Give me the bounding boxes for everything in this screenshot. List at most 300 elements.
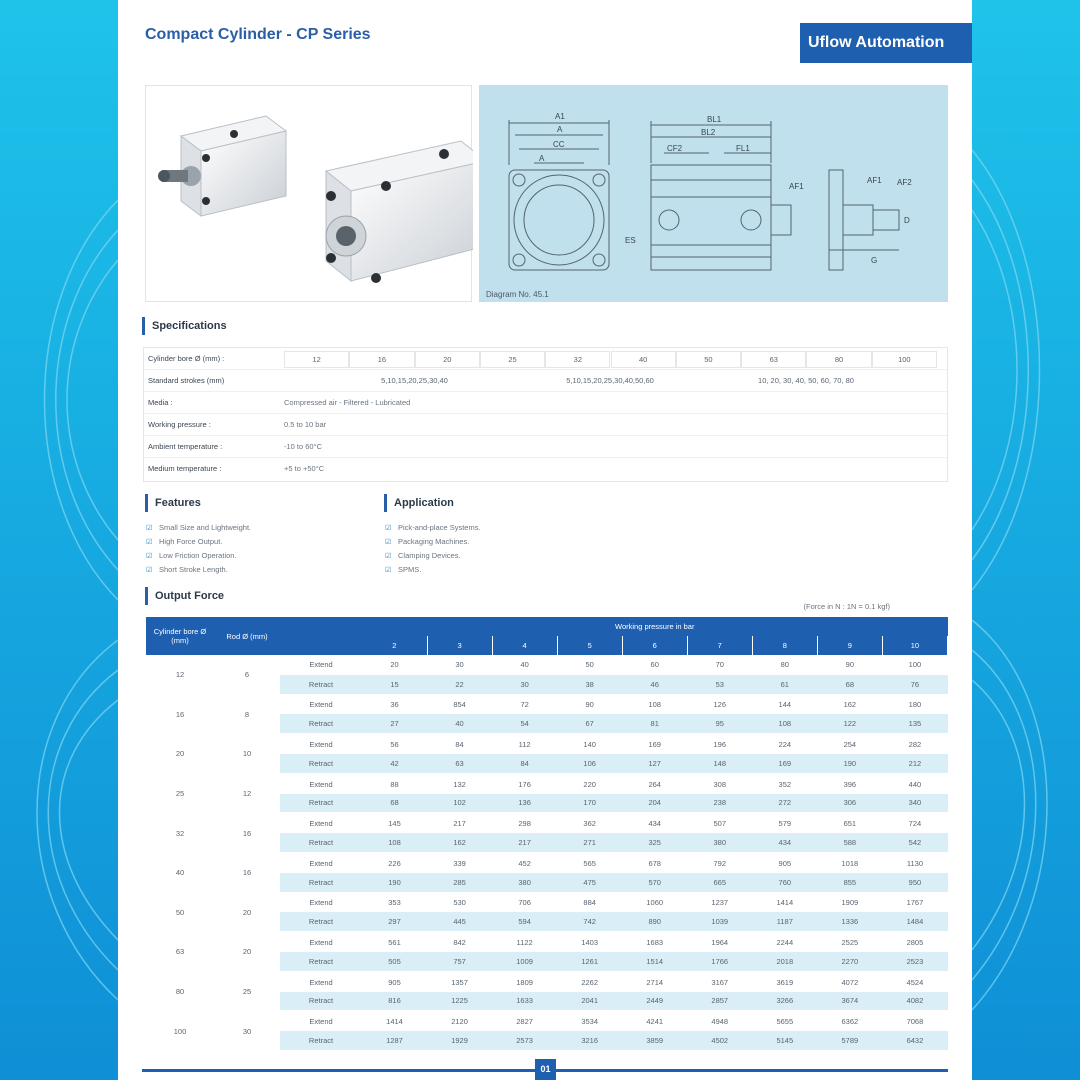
force-value: 507	[713, 819, 727, 829]
retract-label: Retract	[280, 714, 362, 734]
list-item-text: Packaging Machines.	[398, 537, 470, 546]
force-value: 204	[622, 794, 687, 814]
force-value: 190	[817, 754, 882, 774]
spec-row-working-pressure	[144, 414, 947, 436]
output-force-table	[146, 617, 948, 1052]
checkbox-icon: ☑	[146, 525, 153, 532]
force-value: 542	[882, 833, 947, 853]
force-value: 2041	[557, 992, 622, 1012]
force-value: 68	[362, 794, 427, 814]
bore-cell: 40	[611, 351, 676, 368]
force-value: 40	[520, 660, 529, 670]
force-value: 757	[427, 952, 492, 972]
catalog-page	[118, 0, 972, 1080]
force-value: 570	[622, 873, 687, 893]
retract-label: Retract	[280, 754, 362, 774]
list-item	[146, 563, 251, 577]
force-value: 1683	[646, 938, 664, 948]
diagram-caption: Diagram No. 45.1	[486, 290, 549, 299]
list-item	[146, 521, 251, 535]
bore-cell: 80	[146, 972, 214, 1012]
force-value: 212	[882, 754, 947, 774]
force-value: 122	[817, 714, 882, 734]
list-item-text: Small Size and Lightweight.	[159, 523, 252, 532]
table-row	[146, 655, 948, 675]
stroke-group: 10, 20, 30, 40, 50, 60, 70, 80	[758, 376, 854, 385]
table-row	[146, 972, 948, 992]
bore-cell: 100	[872, 351, 937, 368]
force-value: 5655	[776, 1017, 794, 1027]
force-value: 1964	[711, 938, 729, 948]
force-value: 792	[713, 858, 727, 868]
force-value: 100	[908, 660, 922, 670]
spec-value: +5 to +50°C	[284, 464, 325, 473]
force-value: 136	[492, 794, 557, 814]
force-value: 530	[453, 898, 466, 908]
force-value: 475	[557, 873, 622, 893]
force-value: 651	[843, 819, 857, 829]
dim-label: CC	[553, 140, 565, 149]
extend-label: Extend	[309, 779, 333, 789]
extend-label: Extend	[309, 977, 333, 987]
list-item	[385, 563, 481, 577]
force-value: 339	[453, 858, 466, 868]
rod-cell: 10	[214, 734, 280, 774]
force-value: 22	[427, 675, 492, 695]
table-row	[146, 695, 948, 715]
force-value: 61	[752, 675, 817, 695]
extend-label: Extend	[309, 819, 333, 829]
bore-cell: 20	[146, 734, 214, 774]
spec-value: Compressed air - Filtered - Lubricated	[284, 398, 411, 407]
dimension-diagram	[479, 85, 948, 302]
force-value: 4948	[711, 1017, 729, 1027]
force-value: 7068	[906, 1017, 924, 1027]
col-header-blank	[280, 617, 362, 655]
spec-row-bore	[144, 348, 947, 370]
force-value: 594	[492, 912, 557, 932]
specifications-heading: Specifications	[142, 317, 227, 335]
pressure-header: 4	[492, 636, 557, 655]
force-value: 1261	[557, 952, 622, 972]
retract-label: Retract	[280, 912, 362, 932]
force-value: 271	[557, 833, 622, 853]
force-value: 217	[492, 833, 557, 853]
product-photo	[145, 85, 472, 302]
force-unit-note: (Force in N : 1N = 0.1 kgf)	[803, 602, 890, 611]
rod-cell: 12	[214, 774, 280, 814]
force-value: 890	[622, 912, 687, 932]
force-value: 132	[453, 779, 466, 789]
page-number: 01	[535, 1059, 556, 1080]
force-value: 6432	[882, 1031, 947, 1051]
table-row	[146, 734, 948, 754]
force-value: 325	[622, 833, 687, 853]
force-value: 884	[583, 898, 596, 908]
retract-label: Retract	[280, 675, 362, 695]
force-value: 434	[648, 819, 661, 829]
pressure-header: 3	[427, 636, 492, 655]
bore-cell: 63	[741, 351, 806, 368]
force-value: 60	[650, 660, 659, 670]
force-value: 4502	[687, 1031, 752, 1051]
rod-cell: 8	[214, 695, 280, 735]
application-list	[385, 521, 481, 577]
force-value: 170	[557, 794, 622, 814]
list-item-text: Clamping Devices.	[398, 551, 461, 560]
force-value: 2827	[516, 1017, 533, 1027]
force-value: 1336	[817, 912, 882, 932]
force-value: 665	[687, 873, 752, 893]
dim-label: BL2	[701, 128, 716, 137]
force-value: 40	[427, 714, 492, 734]
spec-label: Standard strokes (mm)	[148, 376, 225, 385]
col-header-pressure: Working pressure in bar	[362, 617, 948, 636]
list-item	[146, 535, 251, 549]
force-value: 706	[518, 898, 531, 908]
force-value: 108	[648, 700, 661, 710]
force-value: 81	[622, 714, 687, 734]
force-value: 2523	[882, 952, 947, 972]
checkbox-icon: ☑	[385, 553, 392, 560]
force-value: 76	[882, 675, 947, 695]
rod-cell: 20	[214, 893, 280, 933]
retract-label: Retract	[280, 873, 362, 893]
extend-label: Extend	[309, 858, 333, 868]
stroke-group: 5,10,15,20,25,30,40	[381, 376, 448, 385]
rod-cell: 16	[214, 813, 280, 853]
pressure-header: 6	[622, 636, 687, 655]
force-value: 108	[362, 833, 427, 853]
table-row	[146, 774, 948, 794]
force-value: 760	[752, 873, 817, 893]
checkbox-icon: ☑	[146, 567, 153, 574]
force-value: 678	[648, 858, 661, 868]
force-value: 272	[752, 794, 817, 814]
force-value: 3534	[581, 1017, 598, 1027]
force-value: 4082	[882, 992, 947, 1012]
force-value: 362	[583, 819, 596, 829]
dim-label: A	[557, 125, 563, 134]
force-value: 2449	[622, 992, 687, 1012]
dim-label: G	[871, 256, 878, 265]
pressure-header: 7	[687, 636, 752, 655]
force-value: 162	[843, 700, 857, 710]
retract-label: Retract	[280, 1031, 362, 1051]
rod-cell: 6	[214, 655, 280, 695]
force-value: 148	[687, 754, 752, 774]
force-value: 220	[583, 779, 596, 789]
force-value: 3216	[557, 1031, 622, 1051]
force-value: 127	[622, 754, 687, 774]
brand-banner: Uflow Automation	[800, 23, 972, 63]
table-row	[146, 893, 948, 913]
extend-label: Extend	[309, 740, 333, 750]
force-value: 46	[622, 675, 687, 695]
force-value: 306	[817, 794, 882, 814]
force-value: 561	[388, 938, 401, 948]
retract-label: Retract	[280, 794, 362, 814]
force-value: 1287	[362, 1031, 427, 1051]
force-value: 440	[908, 779, 922, 789]
force-value: 226	[388, 858, 401, 868]
force-value: 20	[390, 660, 399, 670]
bore-cell: 100	[146, 1011, 214, 1051]
checkbox-icon: ☑	[146, 553, 153, 560]
force-value: 854	[453, 700, 466, 710]
spec-label: Cylinder bore Ø (mm) :	[148, 354, 225, 363]
spec-label: Working pressure :	[148, 420, 211, 429]
force-value: 855	[817, 873, 882, 893]
force-value: 70	[715, 660, 724, 670]
force-value: 106	[557, 754, 622, 774]
bore-cell: 12	[146, 655, 214, 695]
force-value: 2525	[841, 938, 859, 948]
force-value: 169	[752, 754, 817, 774]
force-value: 1237	[711, 898, 729, 908]
force-value: 3674	[817, 992, 882, 1012]
bore-cell: 25	[146, 774, 214, 814]
extend-label: Extend	[309, 700, 333, 710]
force-value: 905	[778, 858, 792, 868]
force-value: 2857	[687, 992, 752, 1012]
spec-label: Ambient temperature :	[148, 442, 223, 451]
force-value: 724	[908, 819, 922, 829]
force-value: 224	[778, 740, 792, 750]
force-value: 36	[390, 700, 399, 710]
force-value: 1130	[906, 858, 923, 868]
pressure-header: 10	[882, 636, 947, 655]
force-value: 1929	[427, 1031, 492, 1051]
stroke-group: 5,10,15,20,25,30,40,50,60	[566, 376, 654, 385]
checkbox-icon: ☑	[385, 567, 392, 574]
features-list	[146, 521, 251, 577]
dim-label: AF2	[897, 178, 912, 187]
pressure-header: 8	[752, 636, 817, 655]
col-header-bore: Cylinder bore Ø (mm)	[146, 617, 214, 655]
spec-value: 0.5 to 10 bar	[284, 420, 327, 429]
force-value: 38	[557, 675, 622, 695]
bore-cell: 32	[146, 813, 214, 853]
force-value: 5789	[817, 1031, 882, 1051]
bore-cell: 12	[284, 351, 349, 368]
force-value: 1414	[386, 1017, 403, 1027]
force-value: 352	[778, 779, 792, 789]
spec-row-strokes	[144, 370, 947, 392]
force-value: 816	[362, 992, 427, 1012]
force-value: 396	[843, 779, 857, 789]
dim-label: BL1	[707, 115, 722, 124]
force-value: 285	[427, 873, 492, 893]
force-value: 380	[492, 873, 557, 893]
force-value: 196	[713, 740, 727, 750]
bore-cell: 40	[146, 853, 214, 893]
force-value: 950	[882, 873, 947, 893]
force-value: 1909	[841, 898, 859, 908]
checkbox-icon: ☑	[385, 539, 392, 546]
rod-cell: 20	[214, 932, 280, 972]
force-value: 88	[390, 779, 399, 789]
force-value: 353	[388, 898, 401, 908]
force-value: 1225	[427, 992, 492, 1012]
force-value: 80	[780, 660, 789, 670]
left-background-swirl	[0, 0, 118, 1080]
force-value: 238	[687, 794, 752, 814]
checkbox-icon: ☑	[385, 525, 392, 532]
dim-label: AF1	[867, 176, 882, 185]
pressure-header: 5	[557, 636, 622, 655]
retract-label: Retract	[280, 952, 362, 972]
bore-cell: 63	[146, 932, 214, 972]
force-value: 126	[713, 700, 727, 710]
force-value: 108	[752, 714, 817, 734]
force-value: 1414	[776, 898, 794, 908]
list-item-text: SPMS.	[398, 565, 422, 574]
force-value: 264	[648, 779, 661, 789]
rod-cell: 25	[214, 972, 280, 1012]
force-value: 4241	[646, 1017, 664, 1027]
spec-row-ambient-temperature	[144, 436, 947, 458]
force-value: 1060	[646, 898, 664, 908]
list-item-text: High Force Output.	[159, 537, 223, 546]
force-value: 4072	[841, 977, 859, 987]
force-value: 340	[882, 794, 947, 814]
force-value: 1809	[516, 977, 533, 987]
dim-label: FL1	[736, 144, 750, 153]
dim-label: A	[539, 154, 545, 163]
bore-cell: 50	[676, 351, 741, 368]
application-heading: Application	[384, 494, 454, 512]
bore-cell: 50	[146, 893, 214, 933]
force-value: 4524	[906, 977, 924, 987]
force-value: 2120	[451, 1017, 468, 1027]
force-value: 1403	[581, 938, 598, 948]
force-value: 452	[518, 858, 531, 868]
spec-label: Media :	[148, 398, 173, 407]
table-row	[146, 813, 948, 833]
force-value: 905	[388, 977, 401, 987]
force-value: 90	[585, 700, 594, 710]
right-background-swirl	[972, 0, 1080, 1080]
spec-value: -10 to 60°C	[284, 442, 323, 451]
extend-label: Extend	[309, 1017, 333, 1027]
force-value: 1484	[882, 912, 947, 932]
dim-label: ES	[625, 236, 636, 245]
force-value: 63	[427, 754, 492, 774]
spec-row-media	[144, 392, 947, 414]
force-value: 169	[648, 740, 661, 750]
force-value: 298	[518, 819, 531, 829]
force-value: 30	[455, 660, 464, 670]
force-value: 54	[492, 714, 557, 734]
checkbox-icon: ☑	[146, 539, 153, 546]
dim-label: AF1	[789, 182, 804, 191]
rod-cell: 16	[214, 853, 280, 893]
list-item-text: Short Stroke Length.	[159, 565, 228, 574]
force-value: 282	[908, 740, 922, 750]
bore-cell: 16	[146, 695, 214, 735]
force-value: 30	[492, 675, 557, 695]
force-value: 144	[778, 700, 792, 710]
force-value: 6362	[841, 1017, 859, 1027]
list-item	[385, 535, 481, 549]
pressure-header: 2	[362, 636, 427, 655]
bore-cell: 25	[480, 351, 545, 368]
list-item	[385, 521, 481, 535]
extend-label: Extend	[309, 660, 333, 670]
table-row	[146, 853, 948, 873]
force-value: 1514	[622, 952, 687, 972]
force-value: 95	[687, 714, 752, 734]
dim-label: D	[904, 216, 910, 225]
force-value: 50	[585, 660, 594, 670]
col-header-rod: Rod Ø (mm)	[214, 617, 280, 655]
force-value: 505	[362, 952, 427, 972]
force-value: 15	[362, 675, 427, 695]
force-value: 579	[778, 819, 792, 829]
pressure-header: 9	[817, 636, 882, 655]
force-value: 140	[583, 740, 596, 750]
force-value: 3167	[711, 977, 729, 987]
bore-cell: 80	[806, 351, 871, 368]
force-value: 1766	[687, 952, 752, 972]
force-value: 1009	[492, 952, 557, 972]
force-value: 2573	[492, 1031, 557, 1051]
retract-label: Retract	[280, 833, 362, 853]
list-item-text: Low Friction Operation.	[159, 551, 237, 560]
force-value: 135	[882, 714, 947, 734]
force-value: 1039	[687, 912, 752, 932]
force-value: 190	[362, 873, 427, 893]
force-value: 84	[492, 754, 557, 774]
force-value: 254	[843, 740, 857, 750]
list-item	[146, 549, 251, 563]
force-value: 1357	[451, 977, 468, 987]
force-value: 53	[687, 675, 752, 695]
force-value: 445	[427, 912, 492, 932]
force-value: 2270	[817, 952, 882, 972]
force-value: 42	[362, 754, 427, 774]
force-value: 742	[557, 912, 622, 932]
features-heading: Features	[145, 494, 201, 512]
force-value: 5145	[752, 1031, 817, 1051]
retract-label: Retract	[280, 992, 362, 1012]
force-value: 56	[390, 740, 399, 750]
force-value: 2018	[752, 952, 817, 972]
force-value: 1018	[841, 858, 859, 868]
force-value: 3266	[752, 992, 817, 1012]
extend-label: Extend	[309, 898, 333, 908]
force-value: 68	[817, 675, 882, 695]
list-item	[385, 549, 481, 563]
rod-cell: 30	[214, 1011, 280, 1051]
force-value: 2805	[906, 938, 924, 948]
force-value: 67	[557, 714, 622, 734]
bore-cell: 20	[415, 351, 480, 368]
dim-label: A1	[555, 112, 565, 121]
force-value: 1122	[516, 938, 533, 948]
bore-cell: 16	[349, 351, 414, 368]
force-value: 434	[752, 833, 817, 853]
output-force-heading: Output Force	[145, 587, 224, 605]
force-value: 565	[583, 858, 596, 868]
force-value: 112	[518, 740, 531, 750]
force-value: 72	[520, 700, 529, 710]
force-value: 1187	[752, 912, 817, 932]
force-value: 2714	[646, 977, 664, 987]
force-value: 90	[845, 660, 855, 670]
force-value: 84	[455, 740, 464, 750]
